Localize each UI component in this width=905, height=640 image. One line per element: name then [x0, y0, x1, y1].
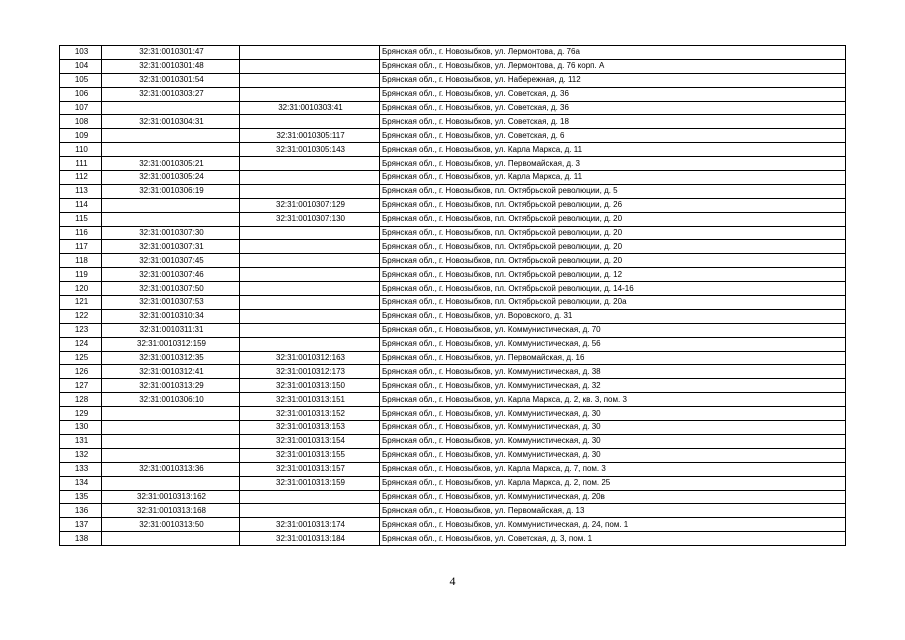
cadastral-number-cell	[102, 198, 240, 212]
related-cadastral-number-cell	[240, 240, 380, 254]
cadastral-number-cell: 32:31:0010301:54	[102, 73, 240, 87]
cadastral-number-cell	[102, 129, 240, 143]
address-cell: Брянская обл., г. Новозыбков, ул. Коммунистическая, д. 30	[380, 421, 846, 435]
cadastral-number-cell: 32:31:0010313:50	[102, 518, 240, 532]
table-row	[60, 212, 846, 226]
cadastral-number-cell	[102, 532, 240, 546]
address-cell: Брянская обл., г. Новозыбков, ул. Первомайская, д. 16	[380, 351, 846, 365]
table-row	[60, 337, 846, 351]
related-cadastral-number-cell: 32:31:0010313:154	[240, 434, 380, 448]
related-cadastral-number-cell	[240, 46, 380, 60]
row-number-cell: 113	[60, 184, 102, 198]
row-number-cell: 120	[60, 282, 102, 296]
address-cell: Брянская обл., г. Новозыбков, ул. Коммунистическая, д. 70	[380, 323, 846, 337]
table-row	[60, 184, 846, 198]
address-cell: Брянская обл., г. Новозыбков, ул. Коммунистическая, д. 30	[380, 434, 846, 448]
cadastral-number-cell: 32:31:0010307:50	[102, 282, 240, 296]
related-cadastral-number-cell: 32:31:0010312:173	[240, 365, 380, 379]
table-row	[60, 462, 846, 476]
address-cell: Брянская обл., г. Новозыбков, пл. Октябрьской революции, д. 20	[380, 240, 846, 254]
cadastral-number-cell	[102, 101, 240, 115]
address-cell: Брянская обл., г. Новозыбков, ул. Советская, д. 36	[380, 87, 846, 101]
address-cell: Брянская обл., г. Новозыбков, ул. Карла Маркса, д. 11	[380, 143, 846, 157]
table-row	[60, 504, 846, 518]
row-number-cell: 103	[60, 46, 102, 60]
address-cell: Брянская обл., г. Новозыбков, ул. Коммунистическая, д. 38	[380, 365, 846, 379]
related-cadastral-number-cell	[240, 157, 380, 171]
related-cadastral-number-cell	[240, 226, 380, 240]
related-cadastral-number-cell: 32:31:0010313:153	[240, 421, 380, 435]
related-cadastral-number-cell: 32:31:0010307:130	[240, 212, 380, 226]
address-cell: Брянская обл., г. Новозыбков, ул. Советская, д. 6	[380, 129, 846, 143]
address-cell: Брянская обл., г. Новозыбков, пл. Октябрьской революции, д. 20а	[380, 296, 846, 310]
address-cell: Брянская обл., г. Новозыбков, ул. Карла Маркса, д. 2, пом. 25	[380, 476, 846, 490]
related-cadastral-number-cell: 32:31:0010313:152	[240, 407, 380, 421]
cadastral-number-cell: 32:31:0010312:159	[102, 337, 240, 351]
row-number-cell: 133	[60, 462, 102, 476]
row-number-cell: 138	[60, 532, 102, 546]
row-number-cell: 126	[60, 365, 102, 379]
table-row	[60, 282, 846, 296]
table-row	[60, 115, 846, 129]
address-cell: Брянская обл., г. Новозыбков, пл. Октябрьской революции, д. 26	[380, 198, 846, 212]
cadastral-number-cell	[102, 407, 240, 421]
table-body	[60, 46, 846, 546]
table-row	[60, 198, 846, 212]
address-cell: Брянская обл., г. Новозыбков, ул. Коммунистическая, д. 32	[380, 379, 846, 393]
cadastral-number-cell: 32:31:0010312:41	[102, 365, 240, 379]
row-number-cell: 130	[60, 421, 102, 435]
row-number-cell: 116	[60, 226, 102, 240]
row-number-cell: 134	[60, 476, 102, 490]
related-cadastral-number-cell	[240, 171, 380, 185]
table-row	[60, 73, 846, 87]
related-cadastral-number-cell	[240, 184, 380, 198]
row-number-cell: 124	[60, 337, 102, 351]
address-cell: Брянская обл., г. Новозыбков, пл. Октябрьской революции, д. 5	[380, 184, 846, 198]
related-cadastral-number-cell	[240, 268, 380, 282]
row-number-cell: 135	[60, 490, 102, 504]
table-row	[60, 434, 846, 448]
table-row	[60, 157, 846, 171]
row-number-cell: 128	[60, 393, 102, 407]
table-row	[60, 421, 846, 435]
related-cadastral-number-cell	[240, 73, 380, 87]
row-number-cell: 129	[60, 407, 102, 421]
table-row	[60, 393, 846, 407]
table-row	[60, 171, 846, 185]
cadastral-number-cell	[102, 434, 240, 448]
related-cadastral-number-cell	[240, 87, 380, 101]
related-cadastral-number-cell	[240, 59, 380, 73]
cadastral-number-cell: 32:31:0010313:168	[102, 504, 240, 518]
address-cell: Брянская обл., г. Новозыбков, пл. Октябрьской революции, д. 14-16	[380, 282, 846, 296]
cadastral-number-cell: 32:31:0010304:31	[102, 115, 240, 129]
related-cadastral-number-cell	[240, 504, 380, 518]
table-row	[60, 46, 846, 60]
address-cell: Брянская обл., г. Новозыбков, ул. Карла Маркса, д. 7, пом. 3	[380, 462, 846, 476]
row-number-cell: 114	[60, 198, 102, 212]
address-cell: Брянская обл., г. Новозыбков, ул. Коммунистическая, д. 30	[380, 407, 846, 421]
row-number-cell: 127	[60, 379, 102, 393]
address-cell: Брянская обл., г. Новозыбков, ул. Воровского, д. 31	[380, 309, 846, 323]
related-cadastral-number-cell	[240, 115, 380, 129]
related-cadastral-number-cell	[240, 337, 380, 351]
address-cell: Брянская обл., г. Новозыбков, ул. Коммунистическая, д. 30	[380, 448, 846, 462]
row-number-cell: 136	[60, 504, 102, 518]
cadastral-number-cell: 32:31:0010301:47	[102, 46, 240, 60]
row-number-cell: 125	[60, 351, 102, 365]
row-number-cell: 122	[60, 309, 102, 323]
table-row	[60, 254, 846, 268]
table-row	[60, 323, 846, 337]
table-row	[60, 226, 846, 240]
table-row	[60, 129, 846, 143]
row-number-cell: 121	[60, 296, 102, 310]
address-cell: Брянская обл., г. Новозыбков, ул. Коммунистическая, д. 20в	[380, 490, 846, 504]
table-row	[60, 365, 846, 379]
row-number-cell: 104	[60, 59, 102, 73]
cadastral-number-cell: 32:31:0010307:31	[102, 240, 240, 254]
cadastral-number-cell: 32:31:0010313:162	[102, 490, 240, 504]
address-cell: Брянская обл., г. Новозыбков, ул. Коммунистическая, д. 56	[380, 337, 846, 351]
address-cell: Брянская обл., г. Новозыбков, пл. Октябрьской революции, д. 12	[380, 268, 846, 282]
cadastral-number-cell: 32:31:0010306:10	[102, 393, 240, 407]
table-row	[60, 309, 846, 323]
related-cadastral-number-cell: 32:31:0010305:143	[240, 143, 380, 157]
row-number-cell: 111	[60, 157, 102, 171]
table-row	[60, 143, 846, 157]
row-number-cell: 123	[60, 323, 102, 337]
related-cadastral-number-cell: 32:31:0010305:117	[240, 129, 380, 143]
related-cadastral-number-cell: 32:31:0010307:129	[240, 198, 380, 212]
related-cadastral-number-cell	[240, 296, 380, 310]
row-number-cell: 132	[60, 448, 102, 462]
related-cadastral-number-cell: 32:31:0010312:163	[240, 351, 380, 365]
address-cell: Брянская обл., г. Новозыбков, ул. Первомайская, д. 13	[380, 504, 846, 518]
cadastral-number-cell	[102, 421, 240, 435]
row-number-cell: 110	[60, 143, 102, 157]
address-cell: Брянская обл., г. Новозыбков, ул. Советская, д. 18	[380, 115, 846, 129]
cadastral-number-cell: 32:31:0010310:34	[102, 309, 240, 323]
address-cell: Брянская обл., г. Новозыбков, ул. Коммунистическая, д. 24, пом. 1	[380, 518, 846, 532]
table-row	[60, 407, 846, 421]
table-row	[60, 351, 846, 365]
table-row	[60, 379, 846, 393]
address-cell: Брянская обл., г. Новозыбков, ул. Первомайская, д. 3	[380, 157, 846, 171]
table-row	[60, 87, 846, 101]
related-cadastral-number-cell: 32:31:0010313:157	[240, 462, 380, 476]
cadastral-number-cell: 32:31:0010306:19	[102, 184, 240, 198]
row-number-cell: 131	[60, 434, 102, 448]
address-cell: Брянская обл., г. Новозыбков, ул. Набережная, д. 112	[380, 73, 846, 87]
related-cadastral-number-cell: 32:31:0010313:184	[240, 532, 380, 546]
table-row	[60, 476, 846, 490]
related-cadastral-number-cell: 32:31:0010313:174	[240, 518, 380, 532]
cadastral-number-cell: 32:31:0010305:21	[102, 157, 240, 171]
table-row	[60, 240, 846, 254]
cadastral-number-cell: 32:31:0010307:46	[102, 268, 240, 282]
cadastral-number-cell	[102, 448, 240, 462]
table-row	[60, 532, 846, 546]
cadastral-number-cell: 32:31:0010307:45	[102, 254, 240, 268]
related-cadastral-number-cell: 32:31:0010313:151	[240, 393, 380, 407]
address-cell: Брянская обл., г. Новозыбков, ул. Советская, д. 36	[380, 101, 846, 115]
cadastral-number-cell: 32:31:0010313:36	[102, 462, 240, 476]
related-cadastral-number-cell	[240, 309, 380, 323]
table-row	[60, 448, 846, 462]
row-number-cell: 137	[60, 518, 102, 532]
cadastral-number-cell: 32:31:0010312:35	[102, 351, 240, 365]
cadastral-number-cell: 32:31:0010313:29	[102, 379, 240, 393]
row-number-cell: 112	[60, 171, 102, 185]
row-number-cell: 105	[60, 73, 102, 87]
row-number-cell: 109	[60, 129, 102, 143]
property-registry-table	[59, 45, 846, 546]
row-number-cell: 107	[60, 101, 102, 115]
row-number-cell: 117	[60, 240, 102, 254]
row-number-cell: 106	[60, 87, 102, 101]
address-cell: Брянская обл., г. Новозыбков, ул. Карла Маркса, д. 2, кв. 3, пом. 3	[380, 393, 846, 407]
table-row	[60, 268, 846, 282]
address-cell: Брянская обл., г. Новозыбков, ул. Лермонтова, д. 76 корп. А	[380, 59, 846, 73]
address-cell: Брянская обл., г. Новозыбков, ул. Лермонтова, д. 76а	[380, 46, 846, 60]
address-cell: Брянская обл., г. Новозыбков, пл. Октябрьской революции, д. 20	[380, 212, 846, 226]
table-row	[60, 490, 846, 504]
address-cell: Брянская обл., г. Новозыбков, пл. Октябрьской революции, д. 20	[380, 254, 846, 268]
table-row	[60, 518, 846, 532]
table-row	[60, 59, 846, 73]
related-cadastral-number-cell: 32:31:0010303:41	[240, 101, 380, 115]
row-number-cell: 115	[60, 212, 102, 226]
address-cell: Брянская обл., г. Новозыбков, пл. Октябрьской революции, д. 20	[380, 226, 846, 240]
cadastral-number-cell: 32:31:0010307:30	[102, 226, 240, 240]
related-cadastral-number-cell	[240, 323, 380, 337]
address-cell: Брянская обл., г. Новозыбков, ул. Советская, д. 3, пом. 1	[380, 532, 846, 546]
related-cadastral-number-cell: 32:31:0010313:150	[240, 379, 380, 393]
cadastral-number-cell: 32:31:0010301:48	[102, 59, 240, 73]
table-row	[60, 101, 846, 115]
related-cadastral-number-cell	[240, 490, 380, 504]
related-cadastral-number-cell: 32:31:0010313:159	[240, 476, 380, 490]
cadastral-number-cell	[102, 476, 240, 490]
cadastral-number-cell	[102, 143, 240, 157]
row-number-cell: 118	[60, 254, 102, 268]
cadastral-number-cell: 32:31:0010307:53	[102, 296, 240, 310]
page-number: 4	[449, 574, 456, 588]
table-row	[60, 296, 846, 310]
row-number-cell: 119	[60, 268, 102, 282]
row-number-cell: 108	[60, 115, 102, 129]
cadastral-number-cell: 32:31:0010305:24	[102, 171, 240, 185]
related-cadastral-number-cell	[240, 282, 380, 296]
related-cadastral-number-cell: 32:31:0010313:155	[240, 448, 380, 462]
cadastral-number-cell: 32:31:0010311:31	[102, 323, 240, 337]
cadastral-number-cell: 32:31:0010303:27	[102, 87, 240, 101]
address-cell: Брянская обл., г. Новозыбков, ул. Карла Маркса, д. 11	[380, 171, 846, 185]
related-cadastral-number-cell	[240, 254, 380, 268]
cadastral-number-cell	[102, 212, 240, 226]
